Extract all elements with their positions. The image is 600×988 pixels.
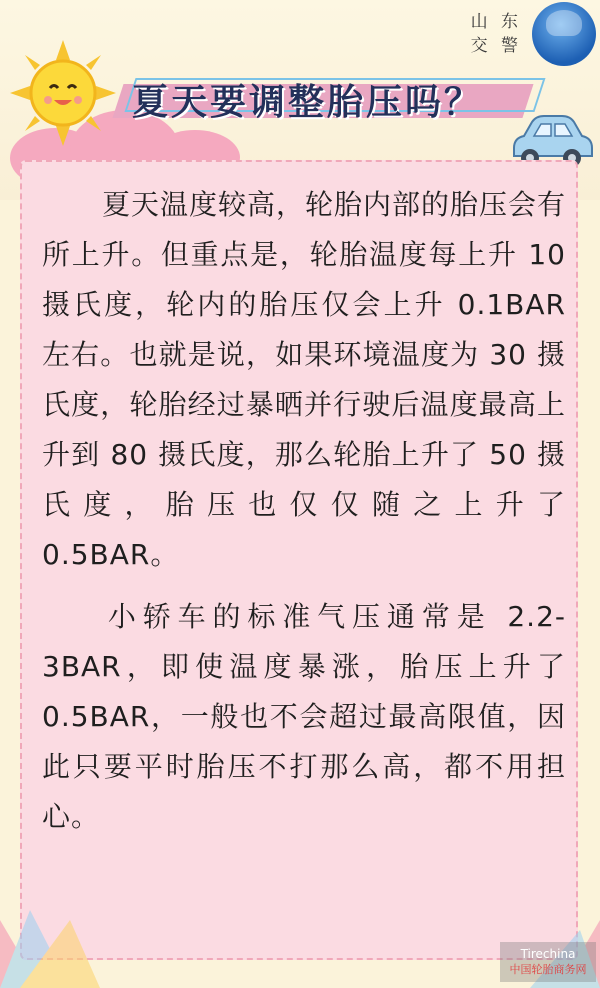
brand-line1: 山 东 <box>470 12 522 32</box>
sun-icon <box>8 38 118 148</box>
content-body <box>42 180 566 842</box>
paragraph <box>42 180 566 580</box>
content-card <box>20 160 578 960</box>
paragraph <box>42 592 566 842</box>
police-logo <box>532 2 596 66</box>
logo-emblem <box>546 10 582 36</box>
paragraph-1-text: 夏天温度较高，轮胎内部的胎压会有所上升。但重点是，轮胎温度每上升 10 摄氏度，轮内的胎压仅会上升 0.1BAR 左右。也就是说，如果环境温度为 30 摄氏度，轮胎经过暴晒并行驶后温度最高上升到 80 摄氏度，那么轮胎上升了 50 摄氏度，胎压也仅仅随之上升了 0.5BAR。 <box>42 188 567 571</box>
paragraph-2-text: 小轿车的标准气压通常是 2.2-3BAR，即使温度暴涨，胎压上升了 0.5BAR，一般也不会超过最高限值，因此只要平时胎压不打那么高，都不用担心。 <box>42 600 566 833</box>
watermark <box>500 942 596 982</box>
brand-line2: 交 警 <box>470 36 522 56</box>
page-title: 夏天要调整胎压吗？ <box>132 82 484 123</box>
title-banner <box>118 70 538 126</box>
watermark-line1: Tirechina <box>520 947 576 961</box>
brand-name <box>471 10 522 58</box>
watermark-line2: 中国轮胎商务网 <box>509 963 587 976</box>
